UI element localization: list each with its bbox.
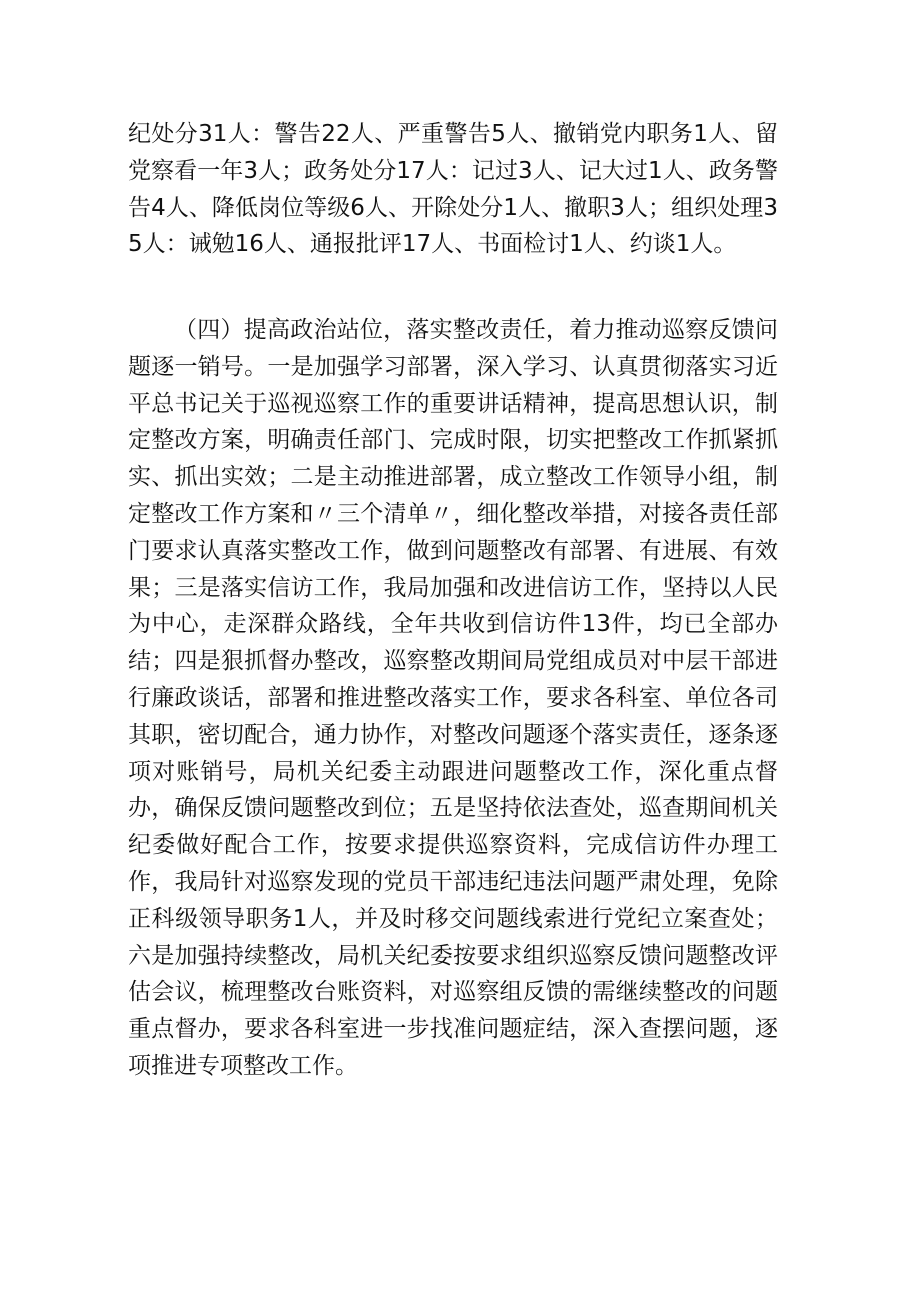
paragraph-rectification bbox=[128, 312, 778, 1085]
section-heading: （四）提高政治站位，落实整改责任，着力推动巡察反馈问题逐一销号。 bbox=[128, 317, 778, 380]
paragraph-discipline-stats: 纪处分31人：警告22人、严重警告5人、撤销党内职务1人、留党察看一年3人；政务处分17人：记过3人、记大过1人、政务警告4人、降低岗位等级6人、开除处分1人、撤职3人；组织处理35人：诫勉16人、通报批评17人、书面检讨1人、约谈1人。 bbox=[128, 121, 778, 258]
text-block-1 bbox=[128, 116, 778, 263]
text-block-2 bbox=[128, 312, 778, 1085]
section-body: 一是加强学习部署，深入学习、认真贯彻落实习近平总书记关于巡视巡察工作的重要讲话精神，提高思想认识，制定整改方案，明确责任部门、完成时限，切实把整改工作抓紧抓实、抓出实效；二是主动推进部署，成立整改工作领导小组，制定整改工作方案和〃三个清单〃，细化整改举措，对接各责任部门要求认真落实整改工作，做到问题整改有部署、有进展、有效果；三是落实信访工作，我局加强和改进信访工作，坚持以人民为中心，走深群众路线，全年共收到信访件13件，均已全部办结；四是狠抓督办整改，巡察整改期间局党组成员对中层干部进行廉政谈话，部署和推进整改落实工作，要求各科室、单位各司其职，密切配合，通力协作，对整改问题逐个落实责任，逐条逐项对账销号，局机关纪委主动跟进问题整改工作，深化重点督办，确保反馈问题整改到位；五是坚持依法查处，巡查期间机关纪委做好配合工作，按要求提供巡察资料，完成信访件办理工作，我局针对巡察发现的党员干部违纪违法问题严肃处理，免除正科级领导职务1人，并及时移交问题线索进行党纪立案查处；六是加强持续整改，局机关纪委按要求组织巡察反馈问题整改评估会议，梳理整改台账资料，对巡察组反馈的需继续整改的问题重点督办，要求各科室进一步找准问题症结，深入查摆问题，逐项推进专项整改工作。 bbox=[128, 353, 779, 1079]
